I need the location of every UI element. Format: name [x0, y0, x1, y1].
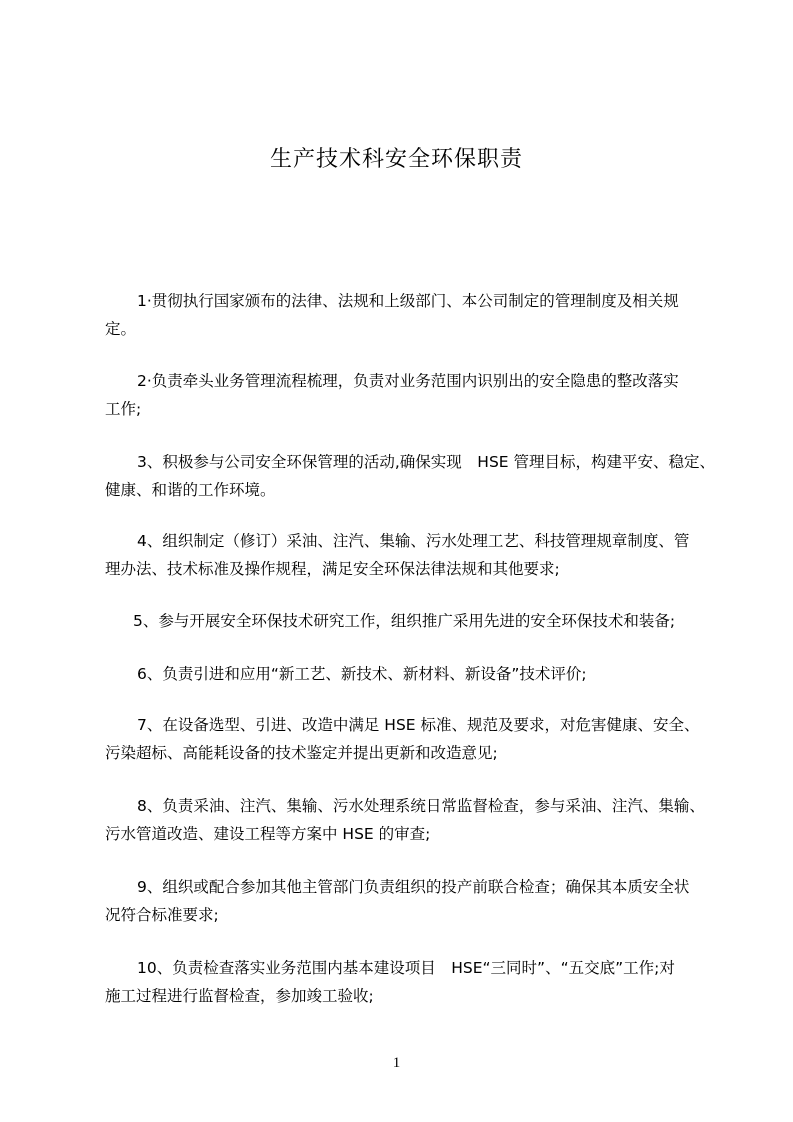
paragraph-line: 健康、和谐的工作环境。	[105, 481, 276, 499]
paragraph-line: 工作;	[105, 400, 142, 418]
paragraph-line: 污染超标、高能耗设备的技术鉴定并提出更新和改造意见;	[105, 744, 498, 762]
page-number: 1	[392, 1055, 401, 1071]
paragraph-line: 污水管道改造、建设工程等方案中 HSE 的审查;	[105, 825, 431, 843]
paragraph-line: 2·负责牵头业务管理流程梳理，负责对业务范围内识别出的安全隐患的整改落实	[137, 372, 679, 390]
paragraph-line: 1·贯彻执行国家颁布的法律、法规和上级部门、本公司制定的管理制度及相关规	[137, 292, 679, 310]
paragraph-line: 8、负责采油、注汽、集输、污水处理系统日常监督检查，参与采油、注汽、集输、	[137, 797, 705, 815]
paragraph-line: 9、组织或配合参加其他主管部门负责组织的投产前联合检查；确保其本质安全状	[137, 878, 690, 896]
paragraph-line: 况符合标准要求;	[105, 906, 219, 924]
paragraph-line: 理办法、技术标准及操作规程，满足安全环保法律法规和其他要求;	[105, 560, 560, 578]
paragraph-line: 施工过程进行监督检查，参加竣工验收;	[105, 987, 374, 1005]
paragraph-line: 7、在设备选型、引进、改造中满足 HSE 标准、规范及要求，对危害健康、安全、	[137, 716, 700, 734]
paragraph-line: 6、负责引进和应用“新工艺、新技术、新材料、新设备”技术评价;	[137, 665, 587, 683]
document-title: 生产技术科安全环保职责	[269, 147, 523, 172]
paragraph-line: 3、积极参与公司安全环保管理的活动,确保实现 HSE 管理目标，构建平安、稳定、	[137, 453, 716, 471]
paragraph-line: 4、组织制定（修订）采油、注汽、集输、污水处理工艺、科技管理规章制度、管	[137, 532, 690, 550]
paragraph-line: 10、负责检查落实业务范围内基本建设项目 HSE“三同时”、“五交底”工作;对	[137, 959, 675, 977]
paragraph-line: 5、参与开展安全环保技术研究工作，组织推广采用先进的安全环保技术和装备;	[133, 612, 676, 630]
paragraph-line: 定。	[105, 320, 137, 338]
